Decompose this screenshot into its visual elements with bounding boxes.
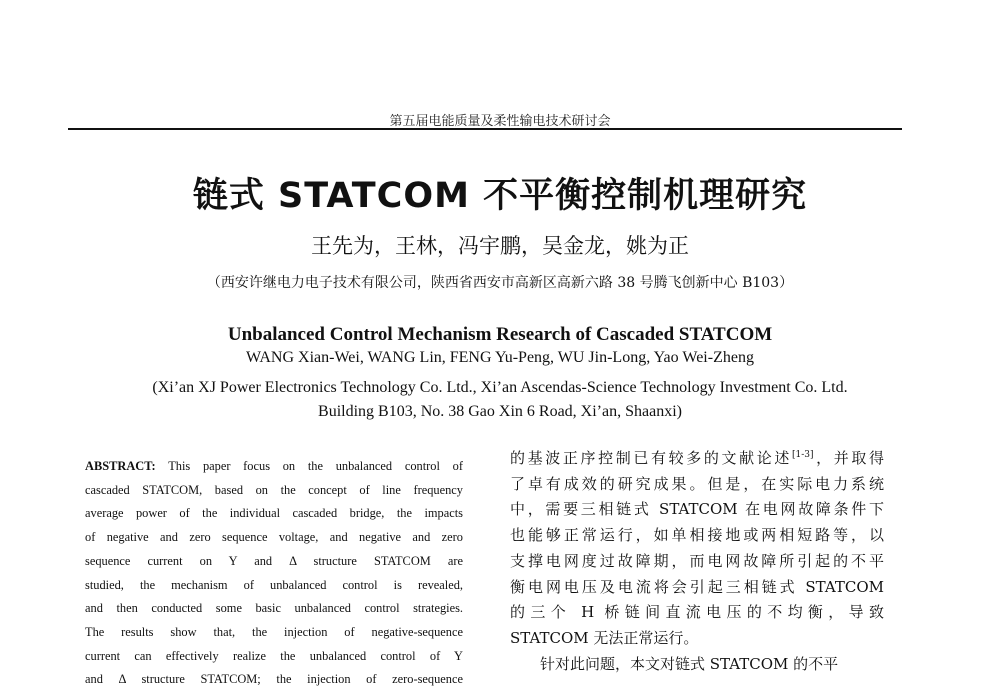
paper-title-cn: 链式 STATCOM 不平衡控制机理研究 <box>192 176 808 216</box>
paper-title-en: Unbalanced Control Mechanism Research of Cascaded STATCOM <box>227 324 773 345</box>
abstract-line: and Δ structure STATCOM; the injection of zero-sequence <box>85 672 463 687</box>
abstract-line: The results show that, the injection of negative-sequence <box>85 624 463 639</box>
abstract-line: cascaded STATCOM, based on the concept of line frequency <box>85 482 463 497</box>
body-line: 也能够正常运行，如单相接地或两相短路等，以 <box>510 526 884 545</box>
abstract-line-text: This paper focus on the unbalanced control of <box>168 459 463 473</box>
abstract-line: average power of the individual cascaded bridge, the impacts <box>85 506 463 521</box>
abstract-label: ABSTRACT: <box>85 459 156 473</box>
body-line <box>510 446 884 472</box>
affiliation-cn: （西安许继电力电子技术有限公司，陕西省西安市高新区高新六路 38 号腾飞创新中心 B103） <box>206 275 794 291</box>
body-line: 衡电网电压及电流将会引起三相链式 STATCOM <box>510 577 884 596</box>
abstract-line: and then conducted some basic unbalanced control strategies. <box>85 601 463 616</box>
body-line-text: ，并取得 <box>813 449 884 467</box>
abstract-line: current can effectively realize the unbalanced control of Y <box>85 648 463 663</box>
body-line: 支撑电网度过故障期，而电网故障所引起的不平 <box>510 551 884 570</box>
body-line: 中，需要三相链式 STATCOM 在电网故障条件下 <box>510 500 884 519</box>
affiliation-en-line-2: Building B103, No. 38 Gao Xin 6 Road, Xi’an, Shaanxi) <box>318 403 682 420</box>
authors-cn: 王先为，王林，冯宇鹏，吴金龙，姚为正 <box>311 234 689 258</box>
affiliation-en <box>0 376 1000 424</box>
abstract-line: of negative and zero sequence voltage, and negative and zero <box>85 530 463 545</box>
body-line: STATCOM 无法正常运行。 <box>510 628 699 647</box>
abstract-column <box>85 455 463 692</box>
affiliation-en-line-1: (Xi’an XJ Power Electronics Technology Co. Ltd., Xi’an Ascendas-Science Technology Investment Co. Ltd. <box>152 379 848 396</box>
body-column-right <box>510 446 884 677</box>
citation-ref: [1-3] <box>791 450 814 460</box>
abstract-line: sequence current on Y and Δ structure STATCOM are <box>85 553 463 568</box>
body-line: 的三个 H 桥链间直流电压的不均衡，导致 <box>510 603 884 622</box>
conference-header: 第五届电能质量及柔性输电技术研讨会 <box>389 114 611 129</box>
abstract-line: studied, the mechanism of unbalanced control is revealed, <box>85 577 463 592</box>
authors-en: WANG Xian-Wei, WANG Lin, FENG Yu-Peng, WU Jin-Long, Yao Wei-Zheng <box>246 349 754 366</box>
header-rule <box>68 128 902 130</box>
body-line: 针对此问题，本文对链式 STATCOM 的不平 <box>540 654 839 673</box>
body-line: 了卓有成效的研究成果。但是，在实际电力系统 <box>510 474 884 493</box>
body-line-text: 的基波正序控制已有较多的文献论述 <box>510 449 792 467</box>
abstract-line <box>85 455 463 479</box>
